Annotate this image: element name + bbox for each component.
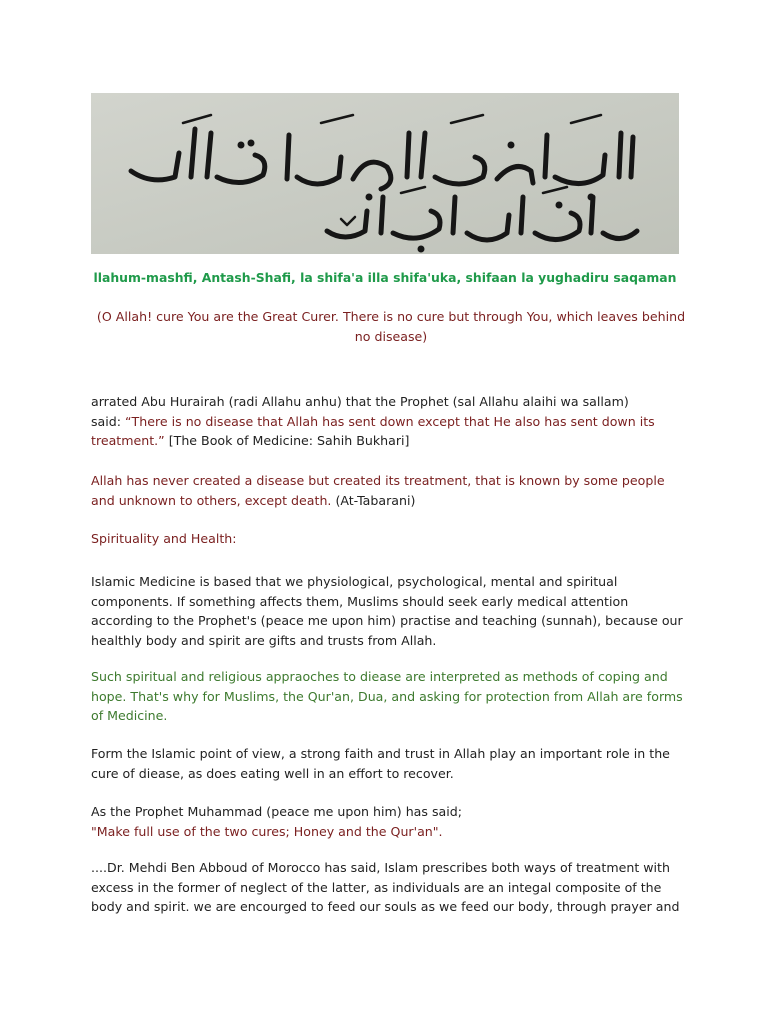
body-1-line-1: Islamic Medicine is based that we physiological, psychological, mental and spiritual: [91, 574, 618, 589]
hadith-paragraph-1: [91, 392, 691, 451]
hadith-1-line-3: [91, 431, 691, 451]
hadith-paragraph-2: [91, 471, 691, 510]
body-1-line-3: according to the Prophet's (peace me upon him) practise and teaching (sunnah), because our: [91, 613, 683, 628]
body-2-line-3: of Medicine.: [91, 708, 168, 723]
hadith-2-text-end: and unknown to others, except death.: [91, 492, 332, 508]
body-5-line-3: body and spirit. we are encourged to feed our souls as we feed our body, through prayer and: [91, 899, 680, 914]
body-2-line-2: hope. That's why for Muslims, the Qur'an, Dua, and asking for protection from Allah are forms: [91, 688, 683, 704]
hadith-1-quote-end: treatment.”: [91, 433, 165, 448]
translation: [91, 307, 691, 346]
body-4-line-1: As the Prophet Muhammad (peace me upon him) has said;: [91, 804, 462, 819]
translation-line-1: (O Allah! cure You are the Great Curer. There is no cure but through You, which leaves behind: [96, 309, 686, 324]
body-3-line-2: cure of diease, as does eating well in an effort to recover.: [91, 765, 454, 781]
body-1-line-2: components. If something affects them, Muslims should seek early medical attention: [91, 593, 629, 609]
hadith-1-line-2: [91, 412, 691, 432]
hadith-2-line-1: Allah has never created a disease but created its treatment, that is known by some people: [91, 473, 665, 488]
hadith-2-line-2: [91, 491, 691, 511]
transliteration: llahum-mashfi, Antash-Shafi, la shifa'a illa shifa'uka, shifaan la yughadiru saqaman: [93, 270, 677, 285]
hadith-1-said: said:: [91, 413, 126, 429]
body-paragraph-4: [91, 802, 691, 841]
body-1-line-4: healthly body and spirit are gifts and trusts from Allah.: [91, 632, 437, 648]
hadith-2-source: (At-Tabarani): [331, 492, 416, 508]
body-5-line-1: ....Dr. Mehdi Ben Abboud of Morocco has said, Islam prescribes both ways of treatment with: [91, 860, 670, 875]
section-heading: Spirituality and Health:: [91, 531, 237, 546]
body-4-quote: "Make full use of the two cures; Honey and the Qur'an".: [91, 823, 443, 839]
hadith-1-quote-start: “There is no disease that Allah has sent down except that He also has sent down its: [125, 413, 655, 429]
hadith-1-line-1: arrated Abu Hurairah (radi Allahu anhu) that the Prophet (sal Allahu alaihi wa sallam): [91, 394, 629, 409]
body-3-line-1: Form the Islamic point of view, a strong faith and trust in Allah play an important role in the: [91, 746, 670, 761]
body-paragraph-5: [91, 858, 691, 917]
body-paragraph-3: [91, 744, 691, 783]
translation-line-2: no disease): [354, 328, 428, 344]
calligraphy-image: [91, 93, 679, 254]
body-5-line-2: excess in the former of neglect of the latter, as individuals are an integal composite of the: [91, 879, 662, 895]
body-2-line-1: Such spiritual and religious appraoches to diease are interpreted as methods of coping and: [91, 669, 668, 684]
body-paragraph-2: [91, 667, 691, 726]
hadith-1-source: [The Book of Medicine: Sahih Bukhari]: [164, 433, 410, 448]
body-paragraph-1: [91, 572, 691, 650]
